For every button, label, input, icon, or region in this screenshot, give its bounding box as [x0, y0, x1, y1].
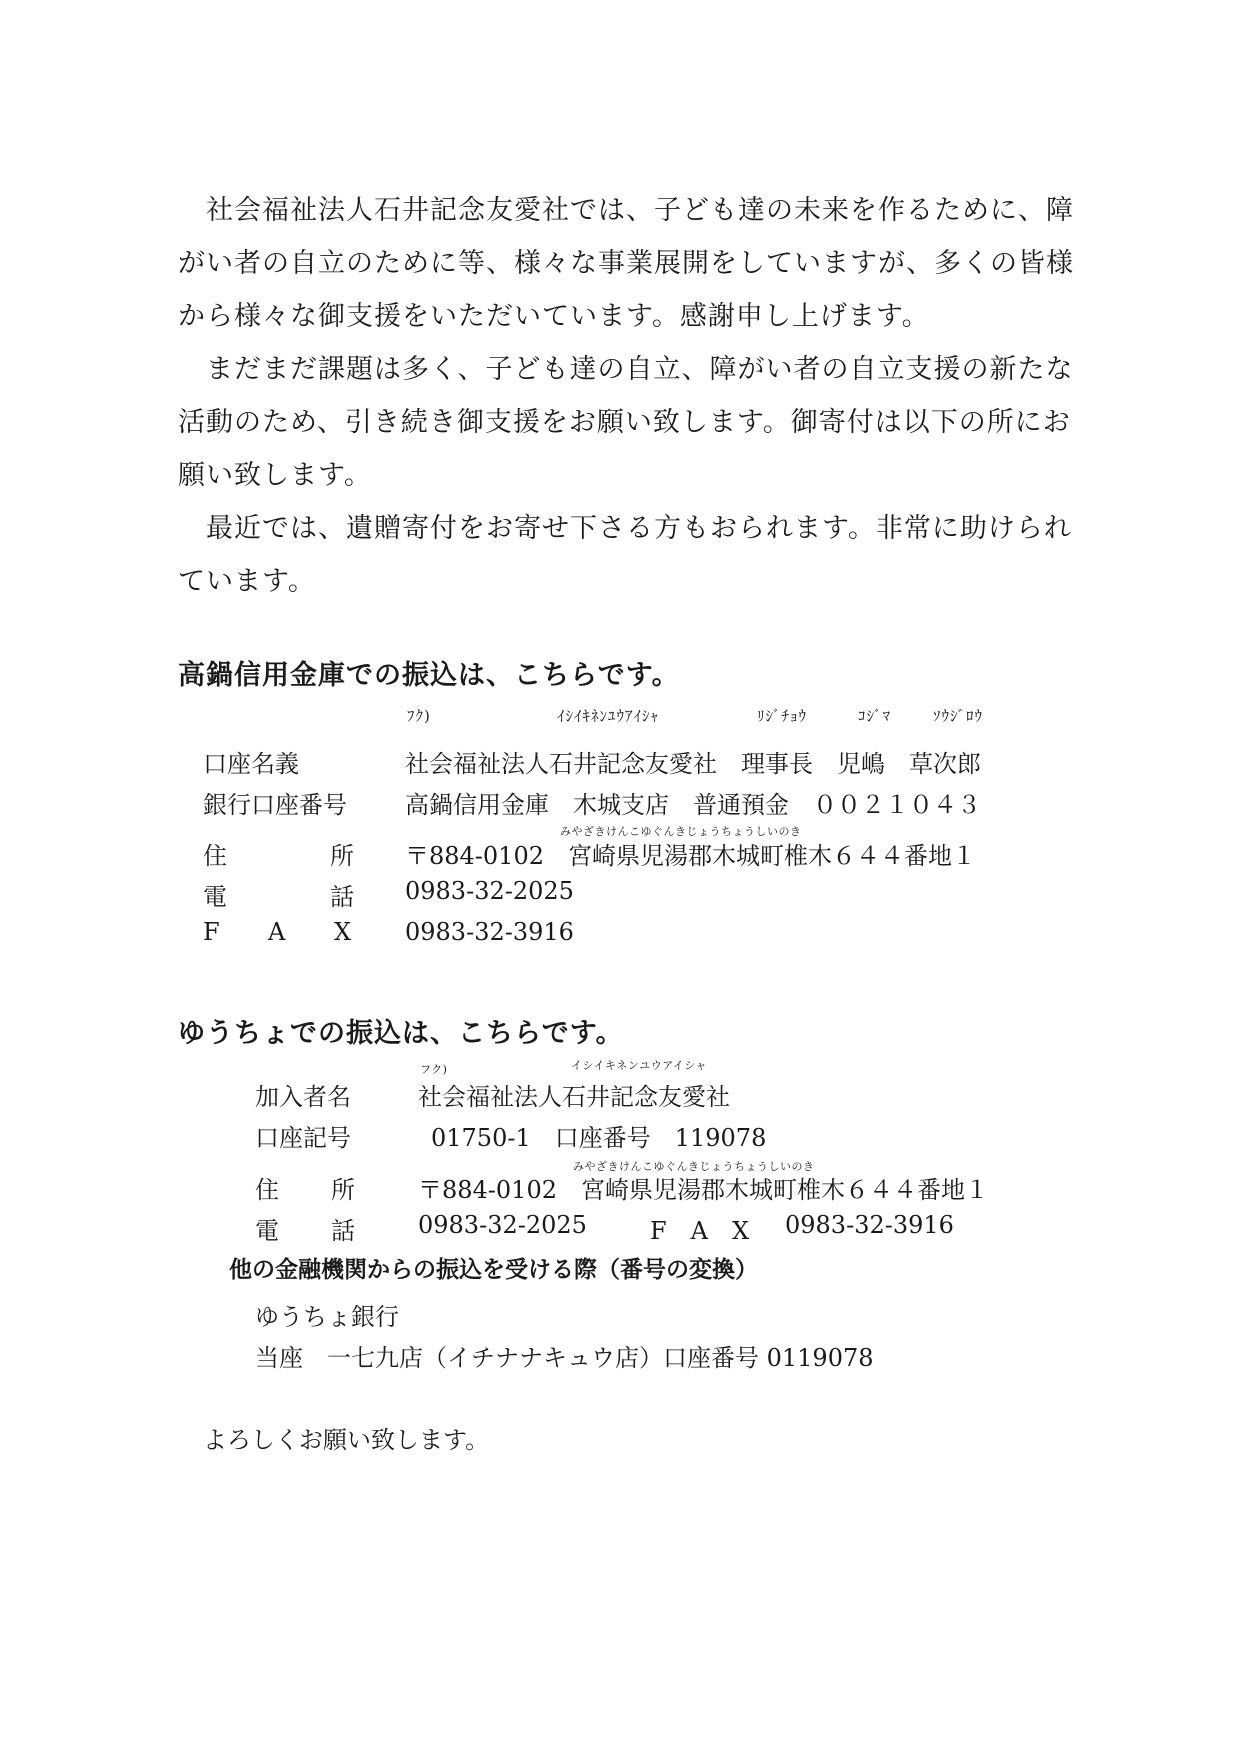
yucho-address-ruby: みやざきけんこゆぐんきじょうちょうしいのき	[573, 1160, 815, 1173]
yucho-fax-label: F A X	[650, 1217, 750, 1245]
yucho-account-symbol-value: 01750-1 口座番号 119078	[431, 1124, 767, 1152]
intro-paragraph-3-text: 最近では、遺贈寄付をお寄せ下さる方もおられます。非常に助けられています。	[178, 513, 1072, 597]
takanabe-kana-ishii: ｲｼｲｷﾈﾝﾕｳｱｲｼｬ	[557, 707, 660, 725]
yucho-other-bank-heading: 他の金融機関からの振込を受ける際（番号の変換）	[229, 1257, 758, 1283]
yucho-phone-label-2: 話	[331, 1217, 355, 1245]
takanabe-fax-label-2: A	[268, 918, 286, 946]
closing-text: よろしくお願い致します。	[203, 1426, 490, 1454]
takanabe-phone-label-1: 電	[203, 883, 227, 911]
yucho-fax-value: 0983-32-3916	[785, 1211, 954, 1239]
yucho-account-symbol-label: 口座記号	[255, 1124, 351, 1152]
takanabe-address-value: 〒884-0102 宮崎県児湯郡木城町椎木６４４番地１	[405, 842, 976, 870]
takanabe-bank-account-value: 高鍋信用金庫 木城支店 普通預金 ００２１０４３	[405, 791, 981, 819]
takanabe-fax-label-1: F	[203, 918, 220, 946]
takanabe-account-name-label: 口座名義	[203, 750, 299, 778]
takanabe-address-label-1: 住	[203, 842, 227, 870]
takanabe-address-label-2: 所	[330, 842, 354, 870]
yucho-address-label-1: 住	[255, 1176, 279, 1204]
intro-paragraph-1	[178, 184, 1078, 343]
yucho-subscriber-value: 社会福祉法人石井記念友愛社	[418, 1083, 730, 1111]
takanabe-address-ruby: みやざきけんこゆぐんきじょうちょうしいのき	[560, 825, 802, 838]
yucho-subscriber-label: 加入者名	[255, 1083, 351, 1111]
yucho-phone-value: 0983-32-2025	[418, 1211, 587, 1239]
takanabe-kana-fuku: ﾌｸ)	[407, 707, 431, 725]
intro-paragraph-1-text: 社会福祉法人石井記念友愛社では、子ども達の未来を作るために、障がい者の自立のために等、様々な事業展開をしていますが、多くの皆様から様々な御支援をいただいています。感謝申し上げます。	[178, 195, 1074, 332]
yucho-address-label-2: 所	[331, 1176, 355, 1204]
takanabe-kana-rijicho: ﾘｼﾞﾁｮｳ	[757, 707, 808, 725]
takanabe-phone-value: 0983-32-2025	[405, 877, 574, 905]
yucho-phone-label-1: 電	[255, 1217, 279, 1245]
yucho-kana-ishii: イシイキネンユウアイシャ	[571, 1059, 708, 1072]
yucho-branch-line: 当座 一七九店（イチナナキュウ店）口座番号 0119078	[255, 1344, 874, 1372]
yucho-bank-name: ゆうちょ銀行	[255, 1303, 399, 1331]
takanabe-fax-label-3: X	[334, 918, 352, 946]
intro-paragraph-2	[178, 343, 1078, 502]
takanabe-phone-label-2: 話	[330, 883, 354, 911]
yucho-heading: ゆうちょでの振込は、こちらです。	[178, 1018, 624, 1049]
yucho-kana-fuku: フク)	[420, 1063, 448, 1076]
takanabe-account-name-value: 社会福祉法人石井記念友愛社 理事長 児嶋 草次郎	[405, 750, 981, 778]
takanabe-kana-sojiro: ｿｳｼﾞﾛｳ	[933, 707, 984, 725]
intro-paragraph-3	[178, 502, 1078, 608]
takanabe-bank-account-label: 銀行口座番号	[203, 791, 347, 819]
yucho-address-value: 〒884-0102 宮崎県児湯郡木城町椎木６４４番地１	[418, 1176, 989, 1204]
takanabe-fax-value: 0983-32-3916	[405, 918, 574, 946]
takanabe-heading: 高鍋信用金庫での振込は、こちらです。	[178, 660, 680, 691]
takanabe-kana-kojima: ｺｼﾞﾏ	[858, 707, 892, 725]
intro-paragraph-2-text: まだまだ課題は多く、子ども達の自立、障がい者の自立支援の新たな活動のため、引き続き御支援をお願い致します。御寄付は以下の所にお願い致します。	[178, 354, 1074, 491]
